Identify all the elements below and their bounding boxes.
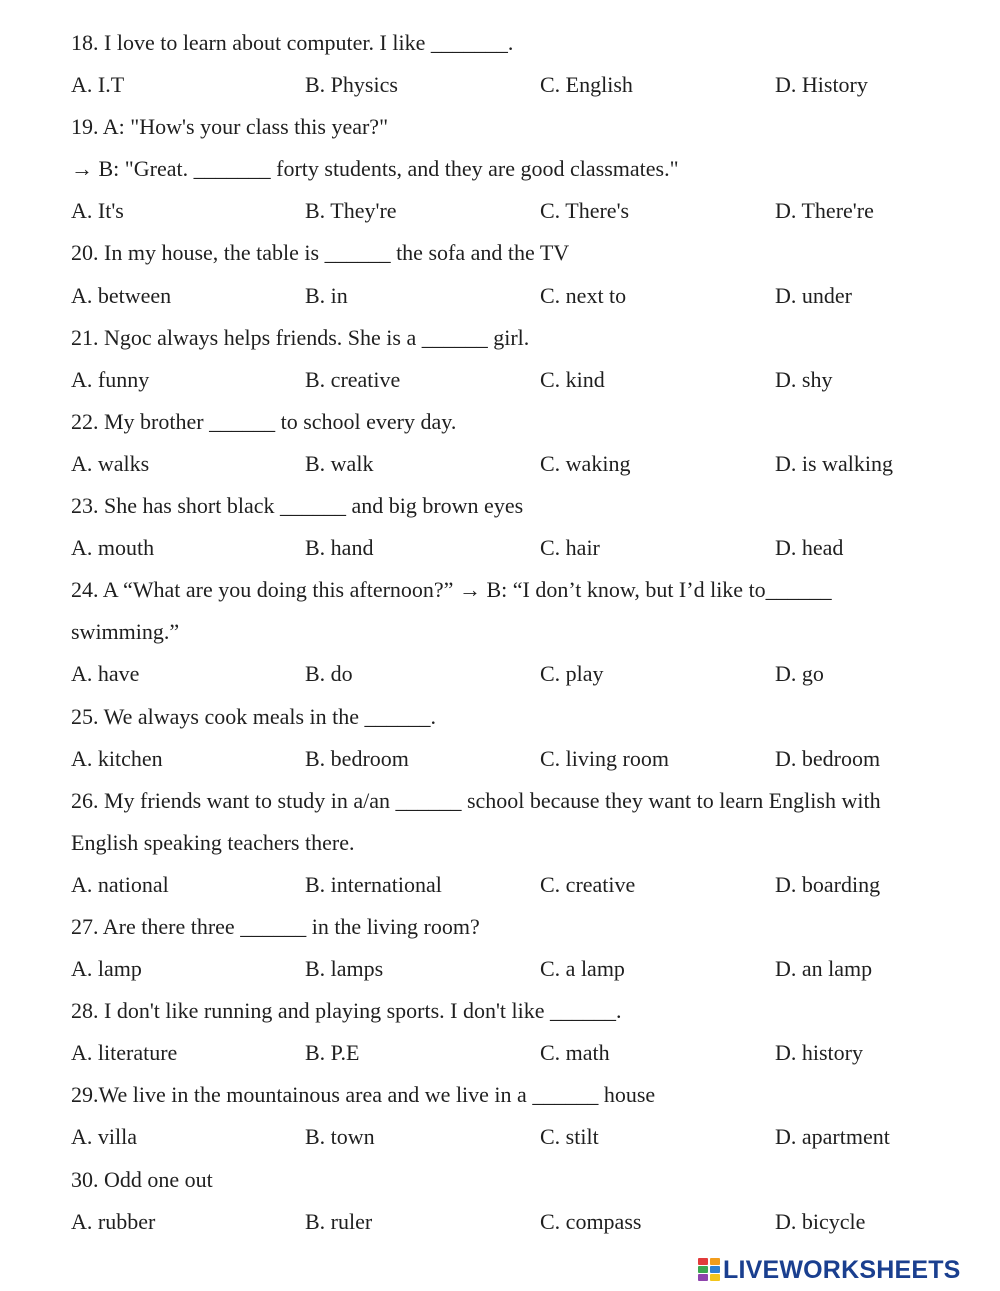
option-d: D. apartment bbox=[775, 1124, 890, 1150]
option-d: D. is walking bbox=[775, 450, 893, 476]
options-row bbox=[71, 275, 981, 317]
question-line: 26. My friends want to study in a/an ______ school because they want to learn English with bbox=[71, 787, 881, 813]
option-a: A. lamp bbox=[71, 956, 142, 982]
option-a: A. funny bbox=[71, 366, 150, 392]
logo-block bbox=[710, 1266, 720, 1273]
option-c: C. math bbox=[540, 1040, 610, 1066]
option-c: C. next to bbox=[540, 282, 627, 308]
option-c: C. waking bbox=[540, 450, 631, 476]
question-line: swimming.” bbox=[71, 619, 180, 645]
option-c: C. There's bbox=[540, 198, 630, 224]
options-row bbox=[71, 190, 981, 232]
option-d: D. history bbox=[775, 1040, 863, 1066]
options-row bbox=[71, 359, 981, 401]
option-b: B. ruler bbox=[305, 1208, 373, 1234]
option-d: D. History bbox=[775, 72, 868, 98]
question-line: English speaking teachers there. bbox=[71, 829, 355, 855]
option-d: D. go bbox=[775, 661, 824, 687]
options-row bbox=[71, 653, 981, 695]
options-row bbox=[71, 738, 981, 780]
option-b: B. in bbox=[305, 282, 348, 308]
option-c: C. a lamp bbox=[540, 956, 625, 982]
option-c: C. hair bbox=[540, 535, 600, 561]
option-a: A. between bbox=[71, 282, 172, 308]
option-b: B. Physics bbox=[305, 72, 398, 98]
option-a: A. rubber bbox=[71, 1208, 156, 1234]
option-b: B. do bbox=[305, 661, 353, 687]
option-b: B. They're bbox=[305, 198, 397, 224]
option-b: B. creative bbox=[305, 366, 401, 392]
options-row bbox=[71, 1201, 981, 1243]
logo-text: LIVEWORKSHEETS bbox=[723, 1255, 961, 1284]
options-row bbox=[71, 1116, 981, 1158]
logo-block bbox=[698, 1258, 708, 1265]
question-line: 29.We live in the mountainous area and we live in a ______ house bbox=[71, 1082, 656, 1108]
option-d: D. shy bbox=[775, 366, 833, 392]
worksheet bbox=[71, 22, 981, 1243]
options-row bbox=[71, 64, 981, 106]
logo-block bbox=[710, 1274, 720, 1281]
option-a: A. literature bbox=[71, 1040, 178, 1066]
logo-block bbox=[698, 1266, 708, 1273]
logo-block bbox=[698, 1274, 708, 1281]
option-c: C. kind bbox=[540, 366, 605, 392]
option-d: D. head bbox=[775, 535, 844, 561]
question-line: 25. We always cook meals in the ______. bbox=[71, 703, 437, 729]
question-line: 28. I don't like running and playing sports. I don't like ______. bbox=[71, 998, 622, 1024]
liveworksheets-logo bbox=[698, 1255, 961, 1285]
option-b: B. hand bbox=[305, 535, 374, 561]
option-b: B. lamps bbox=[305, 956, 384, 982]
option-a: A. have bbox=[71, 661, 140, 687]
options-row bbox=[71, 443, 981, 485]
option-b: B. walk bbox=[305, 450, 374, 476]
options-row bbox=[71, 948, 981, 990]
option-d: D. bicycle bbox=[775, 1208, 866, 1234]
question-line: 24. A “What are you doing this afternoon?” → B: “I don’t know, but I’d like to______ bbox=[71, 577, 832, 603]
option-b: B. bedroom bbox=[305, 745, 409, 771]
option-d: D. There're bbox=[775, 198, 874, 224]
option-b: B. international bbox=[305, 871, 442, 897]
option-c: C. stilt bbox=[540, 1124, 599, 1150]
option-a: A. I.T bbox=[71, 72, 125, 98]
option-a: A. kitchen bbox=[71, 745, 163, 771]
option-b: B. town bbox=[305, 1124, 375, 1150]
question-line: 19. A: "How's your class this year?" bbox=[71, 114, 389, 140]
option-a: A. walks bbox=[71, 450, 150, 476]
logo-block bbox=[710, 1258, 720, 1265]
option-c: C. compass bbox=[540, 1208, 642, 1234]
option-a: A. mouth bbox=[71, 535, 155, 561]
options-row bbox=[71, 527, 981, 569]
option-c: C. creative bbox=[540, 871, 636, 897]
option-c: C. English bbox=[540, 72, 633, 98]
option-c: C. play bbox=[540, 661, 604, 687]
option-d: D. boarding bbox=[775, 871, 881, 897]
options-row bbox=[71, 864, 981, 906]
question-line: 21. Ngoc always helps friends. She is a ______ girl. bbox=[71, 324, 530, 350]
question-line: 20. In my house, the table is ______ the sofa and the TV bbox=[71, 240, 570, 266]
option-b: B. P.E bbox=[305, 1040, 360, 1066]
options-row bbox=[71, 1032, 981, 1074]
option-c: C. living room bbox=[540, 745, 669, 771]
question-line: 27. Are there three ______ in the living room? bbox=[71, 913, 480, 939]
question-line: 22. My brother ______ to school every day. bbox=[71, 408, 457, 434]
option-d: D. under bbox=[775, 282, 852, 308]
question-line: 18. I love to learn about computer. I like _______. bbox=[71, 30, 514, 55]
question-line: → B: "Great. _______ forty students, and they are good classmates." bbox=[71, 156, 679, 182]
question-line: 30. Odd one out bbox=[71, 1166, 213, 1192]
option-a: A. national bbox=[71, 871, 169, 897]
option-a: A. It's bbox=[71, 198, 124, 224]
question-line: 23. She has short black ______ and big brown eyes bbox=[71, 493, 524, 519]
liveworksheets-logo-icon bbox=[698, 1258, 720, 1282]
option-d: D. bedroom bbox=[775, 745, 881, 771]
option-d: D. an lamp bbox=[775, 956, 873, 982]
option-a: A. villa bbox=[71, 1124, 137, 1150]
